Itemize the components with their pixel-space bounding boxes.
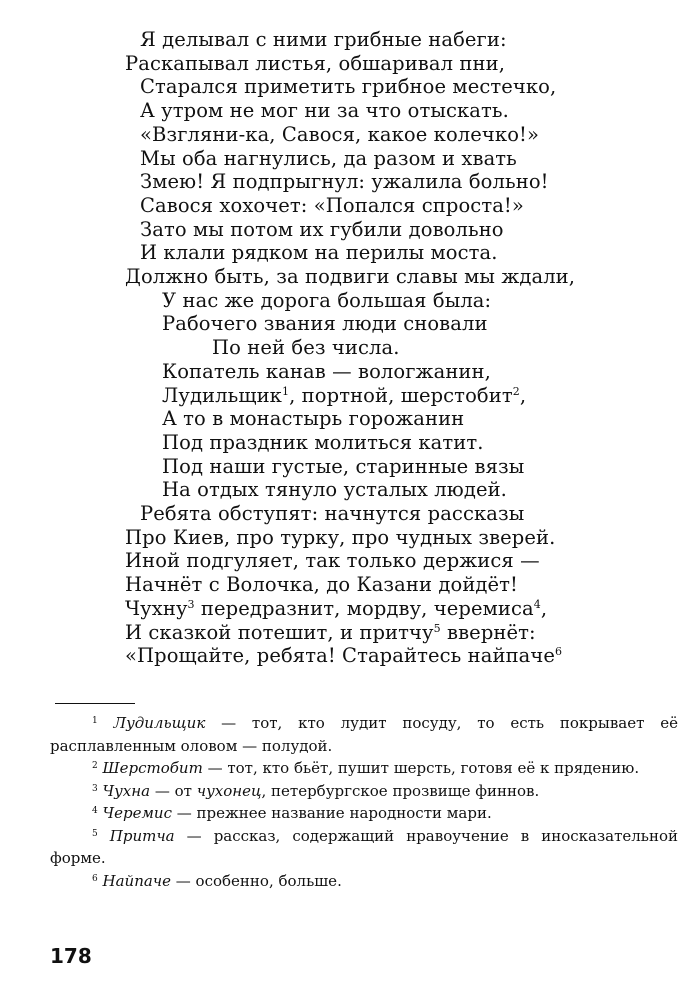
page-number: 178 bbox=[50, 944, 92, 968]
poem-line: Старался приметить грибное местечко, bbox=[140, 75, 557, 99]
poem-fragment: , bbox=[519, 383, 527, 407]
footnote-term: Черемис bbox=[102, 804, 172, 822]
poem-line bbox=[0, 384, 700, 408]
footnote-text: — от bbox=[150, 781, 197, 800]
footnote bbox=[50, 757, 678, 780]
footnote-text: — прежнее название народности мари. bbox=[171, 804, 492, 822]
footnote-marker: 1 bbox=[281, 384, 290, 398]
poem-line: Иной подгуляет, так только держися — bbox=[125, 549, 540, 573]
footnote bbox=[50, 825, 678, 870]
footnote-divider bbox=[55, 703, 135, 704]
poem-line: Под праздник молиться катит. bbox=[162, 430, 484, 454]
footnote bbox=[50, 780, 678, 803]
poem-line: Про Киев, про турку, про чудных зверей. bbox=[125, 525, 556, 549]
footnote-text: — тот, кто лудит посуду, то есть покрывает её расплавленным оловом — полудой. bbox=[50, 714, 678, 755]
footnote-text: , петербургское прозвище финнов. bbox=[261, 781, 540, 800]
poem-line: Я делывал с ними грибные набеги: bbox=[140, 28, 507, 51]
footnote-marker: 6 bbox=[555, 645, 563, 659]
footnote-number: 2 bbox=[92, 761, 98, 771]
footnote-text: — тот, кто бьёт, пушит шерсть, готовя её к прядению. bbox=[202, 759, 640, 777]
poem-line: Ребята обступят: начнутся рассказы bbox=[140, 502, 525, 526]
poem-line: А то в монастырь горожанин bbox=[162, 407, 465, 431]
poem-line: Должно быть, за подвиги славы мы ждали, bbox=[125, 265, 576, 289]
poem-line: Змею! Я подпрыгнул: ужалила больно! bbox=[140, 170, 549, 194]
poem-line: «Взгляни-ка, Савося, какое колечко!» bbox=[140, 122, 539, 146]
poem-line: На отдых тянуло усталых людей. bbox=[162, 478, 507, 502]
poem-line: И клали рядком на перилы моста. bbox=[140, 241, 498, 265]
footnote-number: 1 bbox=[92, 716, 98, 726]
poem-fragment: «Прощайте, ребята! Старайтесь найпаче bbox=[125, 644, 556, 668]
footnote-marker: 2 bbox=[512, 384, 520, 398]
poem-line: По ней без числа. bbox=[212, 336, 400, 360]
footnote bbox=[50, 870, 678, 893]
footnotes bbox=[50, 712, 678, 892]
footnote-term: Притча bbox=[109, 826, 175, 845]
footnote-text: — особенно, больше. bbox=[171, 871, 342, 890]
footnote-marker: 3 bbox=[187, 597, 195, 611]
poem-line: Раскапывал листья, обшаривал пни, bbox=[125, 51, 505, 75]
poem-line: Зато мы потом их губили довольно bbox=[140, 217, 504, 241]
poem-line: А утром не мог ни за что отыскать. bbox=[140, 99, 509, 123]
footnote-number: 3 bbox=[92, 783, 98, 794]
footnote-term: Найпаче bbox=[102, 871, 172, 890]
footnote-term: Лудильщик bbox=[113, 714, 206, 732]
footnote-term: чухонец bbox=[196, 781, 262, 800]
poem-fragment: передразнит, мордву, черемиса bbox=[194, 596, 534, 620]
poem-fragment: И сказкой потешит, и притчу bbox=[125, 620, 434, 644]
poem-line: Под наши густые, старинные вязы bbox=[162, 454, 525, 478]
footnote-term: Шерстобит bbox=[102, 759, 203, 777]
poem-text bbox=[0, 28, 700, 668]
footnote bbox=[50, 802, 678, 825]
poem-line: Начнёт с Волочка, до Казани дойдёт! bbox=[125, 573, 518, 597]
poem-fragment: Лудильщик bbox=[162, 383, 282, 407]
footnote-marker: 5 bbox=[433, 621, 441, 635]
poem-line: Рабочего звания люди сновали bbox=[162, 312, 488, 336]
poem-fragment: ввернёт: bbox=[440, 620, 536, 644]
footnote-marker: 4 bbox=[533, 597, 541, 611]
poem-line bbox=[0, 621, 700, 645]
poem-line: Савося хохочет: «Попался спроста!» bbox=[140, 193, 524, 217]
poem-fragment: Чухну bbox=[125, 596, 188, 620]
poem-line: Мы оба нагнулись, да разом и хвать bbox=[140, 146, 517, 170]
footnote-number: 4 bbox=[92, 806, 98, 816]
footnote-text: — рассказ, содержащий нравоучение в иносказательной форме. bbox=[50, 826, 678, 867]
poem-fragment: , портной, шерстобит bbox=[289, 383, 513, 407]
footnote-term: Чухна bbox=[102, 781, 151, 800]
poem-line bbox=[0, 644, 700, 668]
footnote-number: 5 bbox=[92, 828, 98, 839]
footnote-number: 6 bbox=[92, 873, 98, 884]
poem-fragment: , bbox=[540, 596, 548, 620]
footnote bbox=[50, 712, 678, 757]
poem-line bbox=[0, 597, 700, 621]
poem-line: Копатель канав — вологжанин, bbox=[162, 359, 491, 383]
poem-line: У нас же дорога большая была: bbox=[162, 288, 492, 312]
